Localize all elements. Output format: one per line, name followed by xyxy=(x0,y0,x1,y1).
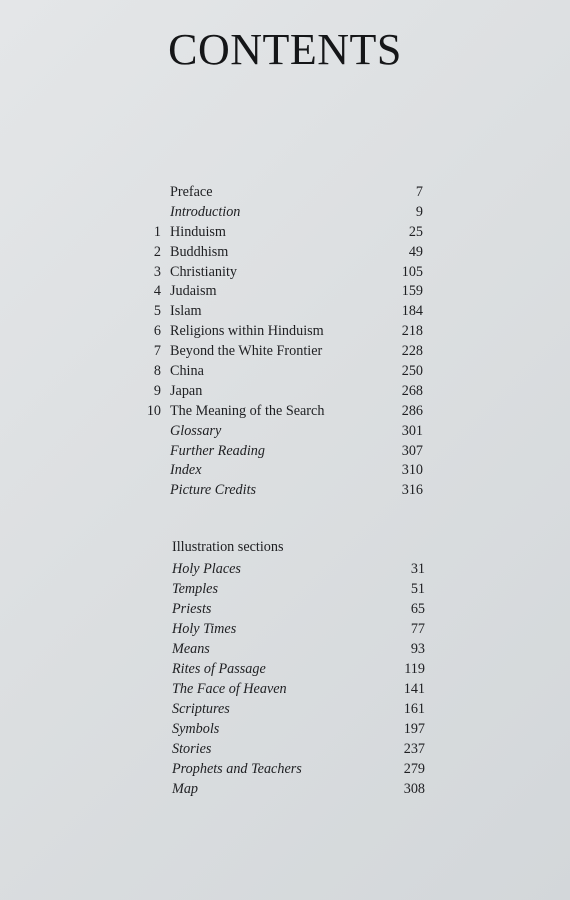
toc-entry xyxy=(0,402,570,422)
toc-entry-title: Buddhism xyxy=(170,243,229,260)
chapter-number: 10 xyxy=(146,402,161,419)
toc-entry-page: 184 xyxy=(401,303,423,320)
illustration-entry-title: Scriptures xyxy=(172,701,230,717)
illustration-entry-page: 237 xyxy=(403,741,425,757)
toc-entry xyxy=(0,362,570,382)
illustration-sections-heading: Illustration sections xyxy=(172,539,284,555)
illustration-entry xyxy=(0,619,570,639)
toc-entry-page: 307 xyxy=(401,442,423,459)
toc-entry-title: Beyond the White Frontier xyxy=(170,343,323,360)
toc-entry-page: 105 xyxy=(401,263,423,280)
toc-entry-page: 316 xyxy=(401,482,423,499)
illustration-entry-page: 31 xyxy=(410,561,425,577)
illustration-entry-title: The Face of Heaven xyxy=(172,681,287,697)
toc-entry xyxy=(0,442,570,462)
illustration-entry xyxy=(0,779,570,799)
illustration-entry-title: Map xyxy=(172,781,199,797)
chapter-number: 7 xyxy=(153,343,161,360)
toc-entry-title: China xyxy=(170,363,204,380)
illustration-entry xyxy=(0,759,570,779)
toc-entry xyxy=(0,322,570,342)
toc-entry-page: 25 xyxy=(408,223,423,240)
toc-entry xyxy=(0,342,570,362)
toc-entry xyxy=(0,282,570,302)
chapter-number: 4 xyxy=(153,283,161,300)
toc-entry-title: The Meaning of the Search xyxy=(170,402,325,419)
table-of-contents xyxy=(0,183,570,501)
toc-entry-title: Index xyxy=(170,462,202,479)
illustration-entry-title: Means xyxy=(172,641,210,657)
illustration-entry-page: 197 xyxy=(403,721,425,737)
toc-entry-title: Japan xyxy=(170,382,203,399)
toc-entry-page: 159 xyxy=(401,283,423,300)
toc-entry xyxy=(0,183,570,203)
illustration-entry xyxy=(0,579,570,599)
chapter-number: 9 xyxy=(153,382,161,399)
toc-entry xyxy=(0,382,570,402)
chapter-number: 6 xyxy=(153,323,161,340)
toc-entry-page: 9 xyxy=(415,203,423,220)
illustration-entry-title: Symbols xyxy=(172,721,220,737)
toc-entry-title: Introduction xyxy=(170,203,241,220)
toc-entry xyxy=(0,223,570,243)
toc-entry-page: 218 xyxy=(401,323,423,340)
toc-entry xyxy=(0,461,570,481)
illustration-entry xyxy=(0,559,570,579)
toc-entry-page: 268 xyxy=(401,382,423,399)
toc-entry xyxy=(0,481,570,501)
toc-entry-page: 301 xyxy=(401,422,423,439)
toc-entry-page: 228 xyxy=(401,343,423,360)
illustration-entry-page: 141 xyxy=(403,681,425,697)
toc-entry-title: Islam xyxy=(170,303,202,320)
toc-entry-page: 310 xyxy=(401,462,423,479)
illustration-entry-page: 93 xyxy=(410,641,425,657)
illustration-entry-title: Rites of Passage xyxy=(172,661,266,677)
illustration-entry-page: 308 xyxy=(403,781,425,797)
illustration-entry xyxy=(0,739,570,759)
chapter-number: 5 xyxy=(153,303,161,320)
toc-entry xyxy=(0,263,570,283)
chapter-number: 2 xyxy=(153,243,161,260)
illustration-entry-title: Temples xyxy=(172,581,218,597)
toc-entry xyxy=(0,243,570,263)
illustration-entry-title: Holy Places xyxy=(172,561,241,577)
illustration-entry-title: Holy Times xyxy=(172,621,237,637)
illustration-entry xyxy=(0,639,570,659)
illustration-entry xyxy=(0,719,570,739)
illustration-entry xyxy=(0,599,570,619)
illustration-entry xyxy=(0,699,570,719)
toc-entry-title: Glossary xyxy=(170,422,222,439)
illustration-entry-page: 119 xyxy=(404,661,425,677)
toc-entry-title: Christianity xyxy=(170,263,237,280)
illustration-entry-page: 77 xyxy=(410,621,425,637)
illustration-list xyxy=(0,559,570,799)
illustration-entry-page: 279 xyxy=(403,761,425,777)
illustration-entry-page: 51 xyxy=(410,581,425,597)
toc-entry-title: Religions within Hinduism xyxy=(170,323,324,340)
chapter-number: 1 xyxy=(153,223,161,240)
illustration-entry xyxy=(0,659,570,679)
toc-entry-page: 286 xyxy=(401,402,423,419)
toc-entry-title: Further Reading xyxy=(170,442,265,459)
page-title: CONTENTS xyxy=(168,25,402,74)
toc-entry-title: Hinduism xyxy=(170,223,226,240)
toc-entry xyxy=(0,422,570,442)
toc-entry-title: Preface xyxy=(170,184,213,200)
chapter-number: 3 xyxy=(153,263,161,280)
illustration-entry xyxy=(0,679,570,699)
illustration-entry-title: Priests xyxy=(172,601,212,617)
toc-entry-title: Picture Credits xyxy=(170,482,257,499)
illustration-entry-page: 161 xyxy=(403,701,425,717)
chapter-number: 8 xyxy=(153,363,161,380)
toc-entry xyxy=(0,203,570,223)
toc-entry xyxy=(0,302,570,322)
illustration-entry-page: 65 xyxy=(410,601,425,617)
toc-entry-title: Judaism xyxy=(170,283,217,300)
illustration-entry-title: Stories xyxy=(172,741,212,757)
toc-entry-page: 250 xyxy=(401,363,423,380)
toc-entry-page: 49 xyxy=(408,243,423,260)
toc-entry-page: 7 xyxy=(415,184,423,200)
illustration-entry-title: Prophets and Teachers xyxy=(172,761,302,777)
